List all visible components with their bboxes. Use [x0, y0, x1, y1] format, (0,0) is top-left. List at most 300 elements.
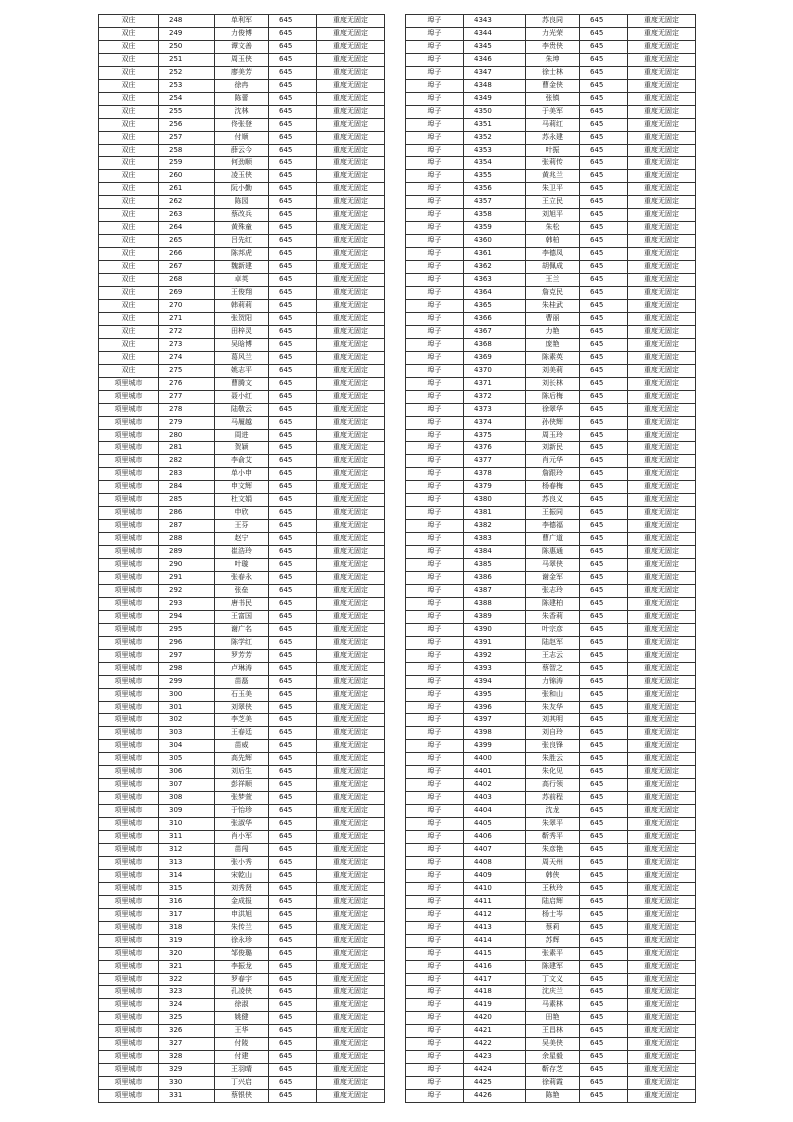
person-name-cell: 何劲顺 — [215, 157, 269, 170]
area-cell: 项里城市 — [99, 753, 159, 766]
amount-cell: 645 — [269, 287, 317, 300]
serial-number-cell: 305 — [159, 753, 215, 766]
person-name-cell: 凌玉侠 — [215, 170, 269, 183]
area-cell: 埠子 — [406, 1038, 464, 1051]
table-row — [99, 248, 385, 261]
person-name-cell: 王春廷 — [215, 727, 269, 740]
area-cell: 项里城市 — [99, 986, 159, 999]
area-cell: 埠子 — [406, 675, 464, 688]
serial-number-cell: 315 — [159, 882, 215, 895]
person-name-cell: 力锦涛 — [526, 675, 580, 688]
area-cell: 埠子 — [406, 429, 464, 442]
table-row — [406, 299, 696, 312]
category-cell: 重度无固定 — [317, 844, 385, 857]
area-cell: 项里城市 — [99, 507, 159, 520]
category-cell: 重度无固定 — [628, 53, 696, 66]
category-cell: 重度无固定 — [628, 79, 696, 92]
category-cell: 重度无固定 — [317, 274, 385, 287]
person-name-cell: 陈建柏 — [526, 597, 580, 610]
area-cell: 埠子 — [406, 338, 464, 351]
amount-cell: 645 — [580, 118, 628, 131]
table-row — [99, 636, 385, 649]
amount-cell: 645 — [580, 274, 628, 287]
category-cell: 重度无固定 — [317, 740, 385, 753]
category-cell: 重度无固定 — [317, 714, 385, 727]
person-name-cell: 沈林 — [215, 105, 269, 118]
table-row — [406, 455, 696, 468]
table-row — [99, 455, 385, 468]
serial-number-cell: 4371 — [464, 377, 526, 390]
serial-number-cell: 290 — [159, 559, 215, 572]
serial-number-cell: 297 — [159, 649, 215, 662]
area-cell: 项里城市 — [99, 442, 159, 455]
category-cell: 重度无固定 — [317, 623, 385, 636]
serial-number-cell: 289 — [159, 546, 215, 559]
amount-cell: 645 — [269, 623, 317, 636]
serial-number-cell: 288 — [159, 533, 215, 546]
amount-cell: 645 — [580, 805, 628, 818]
person-name-cell: 李振龙 — [215, 960, 269, 973]
table-row — [406, 701, 696, 714]
area-cell: 埠子 — [406, 481, 464, 494]
amount-cell: 645 — [580, 649, 628, 662]
amount-cell: 645 — [269, 675, 317, 688]
person-name-cell: 朱翠平 — [526, 818, 580, 831]
area-cell: 项里城市 — [99, 1064, 159, 1077]
table-row — [99, 571, 385, 584]
serial-number-cell: 328 — [159, 1051, 215, 1064]
category-cell: 重度无固定 — [628, 597, 696, 610]
serial-number-cell: 4369 — [464, 351, 526, 364]
table-row — [99, 1051, 385, 1064]
category-cell: 重度无固定 — [628, 494, 696, 507]
table-row — [406, 118, 696, 131]
area-cell: 埠子 — [406, 507, 464, 520]
serial-number-cell: 298 — [159, 662, 215, 675]
table-row — [406, 921, 696, 934]
category-cell: 重度无固定 — [317, 753, 385, 766]
amount-cell: 645 — [580, 818, 628, 831]
person-name-cell: 陈园 — [215, 196, 269, 209]
person-name-cell: 吴晗博 — [215, 338, 269, 351]
table-row — [406, 1090, 696, 1103]
amount-cell: 645 — [580, 79, 628, 92]
person-name-cell: 高行领 — [526, 779, 580, 792]
serial-number-cell: 4370 — [464, 364, 526, 377]
category-cell: 重度无固定 — [317, 856, 385, 869]
person-name-cell: 苗威 — [215, 740, 269, 753]
area-cell: 双庄 — [99, 364, 159, 377]
amount-cell: 645 — [269, 546, 317, 559]
category-cell: 重度无固定 — [628, 921, 696, 934]
area-cell: 项里城市 — [99, 403, 159, 416]
area-cell: 埠子 — [406, 157, 464, 170]
table-row — [406, 753, 696, 766]
person-name-cell: 李芝美 — [215, 714, 269, 727]
table-row — [406, 66, 696, 79]
serial-number-cell: 4400 — [464, 753, 526, 766]
amount-cell: 645 — [580, 1012, 628, 1025]
table-row — [406, 947, 696, 960]
category-cell: 重度无固定 — [628, 908, 696, 921]
table-row — [99, 675, 385, 688]
area-cell: 项里城市 — [99, 921, 159, 934]
table-row — [406, 934, 696, 947]
serial-number-cell: 319 — [159, 934, 215, 947]
category-cell: 重度无固定 — [317, 429, 385, 442]
amount-cell: 645 — [580, 844, 628, 857]
table-row — [406, 740, 696, 753]
serial-number-cell: 4358 — [464, 209, 526, 222]
table-row — [406, 351, 696, 364]
amount-cell: 645 — [580, 15, 628, 28]
serial-number-cell: 4361 — [464, 248, 526, 261]
category-cell: 重度无固定 — [317, 248, 385, 261]
amount-cell: 645 — [580, 533, 628, 546]
serial-number-cell: 4406 — [464, 831, 526, 844]
person-name-cell: 张良锋 — [526, 740, 580, 753]
person-name-cell: 魏新建 — [215, 261, 269, 274]
serial-number-cell: 281 — [159, 442, 215, 455]
table-row — [406, 274, 696, 287]
serial-number-cell: 4413 — [464, 921, 526, 934]
amount-cell: 645 — [580, 92, 628, 105]
table-row — [99, 15, 385, 28]
area-cell: 双庄 — [99, 312, 159, 325]
person-name-cell: 陈蕾 — [215, 92, 269, 105]
amount-cell: 645 — [269, 520, 317, 533]
amount-cell: 645 — [580, 869, 628, 882]
person-name-cell: 苏前程 — [526, 792, 580, 805]
table-row — [406, 442, 696, 455]
amount-cell: 645 — [269, 494, 317, 507]
category-cell: 重度无固定 — [317, 610, 385, 623]
table-row — [99, 287, 385, 300]
amount-cell: 645 — [580, 351, 628, 364]
area-cell: 项里城市 — [99, 1077, 159, 1090]
person-name-cell: 孔凌侠 — [215, 986, 269, 999]
category-cell: 重度无固定 — [317, 377, 385, 390]
person-name-cell: 徐翠华 — [526, 403, 580, 416]
serial-number-cell: 313 — [159, 856, 215, 869]
serial-number-cell: 4386 — [464, 571, 526, 584]
amount-cell: 645 — [269, 27, 317, 40]
category-cell: 重度无固定 — [628, 584, 696, 597]
area-cell: 埠子 — [406, 921, 464, 934]
person-name-cell: 周天州 — [526, 856, 580, 869]
category-cell: 重度无固定 — [628, 818, 696, 831]
amount-cell: 645 — [580, 559, 628, 572]
serial-number-cell: 4408 — [464, 856, 526, 869]
person-name-cell: 王羽晴 — [215, 1064, 269, 1077]
serial-number-cell: 4396 — [464, 701, 526, 714]
person-name-cell: 卓英 — [215, 274, 269, 287]
serial-number-cell: 266 — [159, 248, 215, 261]
serial-number-cell: 263 — [159, 209, 215, 222]
category-cell: 重度无固定 — [628, 792, 696, 805]
amount-cell: 645 — [580, 766, 628, 779]
amount-cell: 645 — [269, 66, 317, 79]
area-cell: 埠子 — [406, 66, 464, 79]
serial-number-cell: 4389 — [464, 610, 526, 623]
person-name-cell: 刘美莉 — [526, 364, 580, 377]
person-name-cell: 朱卫平 — [526, 183, 580, 196]
area-cell: 埠子 — [406, 15, 464, 28]
person-name-cell: 张贺阳 — [215, 312, 269, 325]
category-cell: 重度无固定 — [317, 571, 385, 584]
amount-cell: 645 — [269, 429, 317, 442]
area-cell: 双庄 — [99, 248, 159, 261]
table-row — [406, 92, 696, 105]
person-name-cell: 徐永珍 — [215, 934, 269, 947]
amount-cell: 645 — [580, 287, 628, 300]
amount-cell: 645 — [580, 584, 628, 597]
category-cell: 重度无固定 — [628, 209, 696, 222]
serial-number-cell: 4401 — [464, 766, 526, 779]
area-cell: 项里城市 — [99, 818, 159, 831]
table-row — [406, 986, 696, 999]
serial-number-cell: 4410 — [464, 882, 526, 895]
category-cell: 重度无固定 — [317, 481, 385, 494]
area-cell: 埠子 — [406, 934, 464, 947]
area-cell: 双庄 — [99, 325, 159, 338]
category-cell: 重度无固定 — [628, 559, 696, 572]
person-name-cell: 孙侠辉 — [526, 416, 580, 429]
amount-cell: 645 — [580, 390, 628, 403]
area-cell: 埠子 — [406, 27, 464, 40]
person-name-cell: 付建 — [215, 1051, 269, 1064]
amount-cell: 645 — [269, 209, 317, 222]
category-cell: 重度无固定 — [317, 507, 385, 520]
person-name-cell: 曹腾文 — [215, 377, 269, 390]
person-name-cell: 吕先红 — [215, 235, 269, 248]
person-name-cell: 韩莉莉 — [215, 299, 269, 312]
area-cell: 项里城市 — [99, 571, 159, 584]
category-cell: 重度无固定 — [317, 520, 385, 533]
table-row — [406, 377, 696, 390]
amount-cell: 645 — [269, 844, 317, 857]
person-name-cell: 刘秀贤 — [215, 882, 269, 895]
category-cell: 重度无固定 — [317, 468, 385, 481]
area-cell: 项里城市 — [99, 727, 159, 740]
serial-number-cell: 4390 — [464, 623, 526, 636]
category-cell: 重度无固定 — [628, 753, 696, 766]
amount-cell: 645 — [269, 1051, 317, 1064]
serial-number-cell: 4397 — [464, 714, 526, 727]
table-row — [99, 546, 385, 559]
area-cell: 埠子 — [406, 610, 464, 623]
table-row — [99, 131, 385, 144]
person-name-cell: 力俊博 — [215, 27, 269, 40]
serial-number-cell: 258 — [159, 144, 215, 157]
area-cell: 项里城市 — [99, 869, 159, 882]
person-name-cell: 申欣 — [215, 507, 269, 520]
table-row — [99, 908, 385, 921]
area-cell: 项里城市 — [99, 584, 159, 597]
table-row — [99, 338, 385, 351]
serial-number-cell: 316 — [159, 895, 215, 908]
person-name-cell: 谭文善 — [215, 40, 269, 53]
serial-number-cell: 4385 — [464, 559, 526, 572]
serial-number-cell: 4356 — [464, 183, 526, 196]
person-name-cell: 陈邦虎 — [215, 248, 269, 261]
category-cell: 重度无固定 — [317, 15, 385, 28]
category-cell: 重度无固定 — [317, 157, 385, 170]
amount-cell: 645 — [269, 235, 317, 248]
serial-number-cell: 267 — [159, 261, 215, 274]
person-name-cell: 陈学红 — [215, 636, 269, 649]
amount-cell: 645 — [580, 429, 628, 442]
table-row — [406, 79, 696, 92]
table-row — [99, 403, 385, 416]
category-cell: 重度无固定 — [317, 118, 385, 131]
serial-number-cell: 4363 — [464, 274, 526, 287]
amount-cell: 645 — [269, 571, 317, 584]
amount-cell: 645 — [269, 831, 317, 844]
category-cell: 重度无固定 — [317, 1051, 385, 1064]
category-cell: 重度无固定 — [628, 338, 696, 351]
table-row — [406, 805, 696, 818]
area-cell: 埠子 — [406, 831, 464, 844]
amount-cell: 645 — [269, 144, 317, 157]
serial-number-cell: 4381 — [464, 507, 526, 520]
amount-cell: 645 — [580, 934, 628, 947]
area-cell: 项里城市 — [99, 1012, 159, 1025]
category-cell: 重度无固定 — [628, 571, 696, 584]
amount-cell: 645 — [269, 1012, 317, 1025]
person-name-cell: 李德凤 — [526, 248, 580, 261]
area-cell: 埠子 — [406, 131, 464, 144]
table-row — [99, 274, 385, 287]
person-name-cell: 陈后梅 — [526, 390, 580, 403]
area-cell: 双庄 — [99, 66, 159, 79]
person-name-cell: 肖小军 — [215, 831, 269, 844]
amount-cell: 645 — [269, 507, 317, 520]
category-cell: 重度无固定 — [317, 299, 385, 312]
person-name-cell: 高先辉 — [215, 753, 269, 766]
serial-number-cell: 321 — [159, 960, 215, 973]
amount-cell: 645 — [269, 377, 317, 390]
amount-cell: 645 — [269, 40, 317, 53]
area-cell: 项里城市 — [99, 831, 159, 844]
area-cell: 埠子 — [406, 895, 464, 908]
area-cell: 项里城市 — [99, 649, 159, 662]
amount-cell: 645 — [580, 377, 628, 390]
area-cell: 埠子 — [406, 416, 464, 429]
category-cell: 重度无固定 — [628, 727, 696, 740]
amount-cell: 645 — [580, 1090, 628, 1103]
category-cell: 重度无固定 — [628, 274, 696, 287]
table-row — [406, 325, 696, 338]
person-name-cell: 谢金军 — [526, 571, 580, 584]
area-cell: 双庄 — [99, 170, 159, 183]
area-cell: 双庄 — [99, 274, 159, 287]
area-cell: 项里城市 — [99, 597, 159, 610]
person-name-cell: 张小秀 — [215, 856, 269, 869]
serial-number-cell: 272 — [159, 325, 215, 338]
category-cell: 重度无固定 — [317, 364, 385, 377]
category-cell: 重度无固定 — [628, 235, 696, 248]
table-row — [99, 1038, 385, 1051]
table-row — [406, 597, 696, 610]
area-cell: 埠子 — [406, 649, 464, 662]
area-cell: 项里城市 — [99, 844, 159, 857]
table-row — [406, 649, 696, 662]
category-cell: 重度无固定 — [628, 636, 696, 649]
category-cell: 重度无固定 — [317, 973, 385, 986]
serial-number-cell: 4378 — [464, 468, 526, 481]
area-cell: 埠子 — [406, 377, 464, 390]
category-cell: 重度无固定 — [628, 442, 696, 455]
serial-number-cell: 282 — [159, 455, 215, 468]
category-cell: 重度无固定 — [628, 1038, 696, 1051]
category-cell: 重度无固定 — [628, 740, 696, 753]
category-cell: 重度无固定 — [628, 40, 696, 53]
area-cell: 双庄 — [99, 131, 159, 144]
area-cell: 埠子 — [406, 494, 464, 507]
area-cell: 埠子 — [406, 53, 464, 66]
amount-cell: 645 — [580, 973, 628, 986]
amount-cell: 645 — [580, 455, 628, 468]
serial-number-cell: 299 — [159, 675, 215, 688]
amount-cell: 645 — [269, 481, 317, 494]
serial-number-cell: 4403 — [464, 792, 526, 805]
table-row — [99, 157, 385, 170]
serial-number-cell: 4409 — [464, 869, 526, 882]
table-row — [99, 662, 385, 675]
area-cell: 项里城市 — [99, 546, 159, 559]
category-cell: 重度无固定 — [628, 701, 696, 714]
category-cell: 重度无固定 — [317, 895, 385, 908]
area-cell: 双庄 — [99, 183, 159, 196]
area-cell: 埠子 — [406, 753, 464, 766]
table-row — [99, 714, 385, 727]
amount-cell: 645 — [269, 999, 317, 1012]
area-cell: 项里城市 — [99, 533, 159, 546]
serial-number-cell: 275 — [159, 364, 215, 377]
area-cell: 项里城市 — [99, 623, 159, 636]
category-cell: 重度无固定 — [317, 766, 385, 779]
person-name-cell: 贺颖 — [215, 442, 269, 455]
amount-cell: 645 — [580, 325, 628, 338]
person-name-cell: 马翠侠 — [526, 559, 580, 572]
person-name-cell: 曹广道 — [526, 533, 580, 546]
person-name-cell: 彭祥顺 — [215, 779, 269, 792]
table-row — [406, 144, 696, 157]
area-cell: 埠子 — [406, 947, 464, 960]
person-name-cell: 王富国 — [215, 610, 269, 623]
serial-number-cell: 280 — [159, 429, 215, 442]
serial-number-cell: 4387 — [464, 584, 526, 597]
table-row — [99, 520, 385, 533]
amount-cell: 645 — [269, 701, 317, 714]
person-name-cell: 张和山 — [526, 688, 580, 701]
person-name-cell: 蔡改兵 — [215, 209, 269, 222]
area-cell: 双庄 — [99, 79, 159, 92]
serial-number-cell: 4352 — [464, 131, 526, 144]
area-cell: 项里城市 — [99, 856, 159, 869]
category-cell: 重度无固定 — [628, 856, 696, 869]
amount-cell: 645 — [269, 1038, 317, 1051]
area-cell: 埠子 — [406, 1077, 464, 1090]
person-name-cell: 申文辉 — [215, 481, 269, 494]
table-row — [406, 312, 696, 325]
amount-cell: 645 — [580, 1025, 628, 1038]
amount-cell: 645 — [580, 792, 628, 805]
table-row — [406, 546, 696, 559]
person-name-cell: 王俊翔 — [215, 287, 269, 300]
serial-number-cell: 271 — [159, 312, 215, 325]
